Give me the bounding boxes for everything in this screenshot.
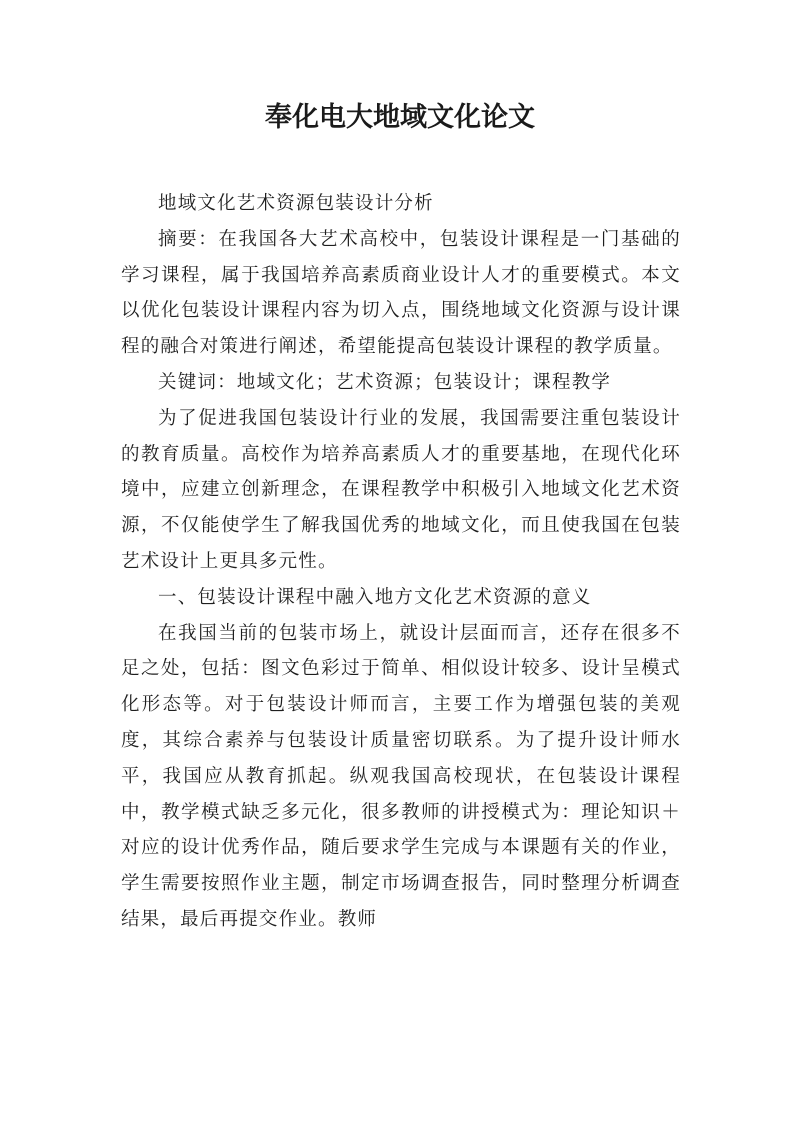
abstract-paragraph: 摘要：在我国各大艺术高校中，包装设计课程是一门基础的学习课程，属于我国培养高素质商业设计人才的重要模式。本文以优化包装设计课程内容为切入点，围绕地域文化资源与设计课程的融合对策进行阐述，希望能提高包装设计课程的教学质量。 xyxy=(121,228,681,358)
body-paragraph: 在我国当前的包装市场上，就设计层面而言，还存在很多不足之处，包括：图文色彩过于简单、相似设计较多、设计呈模式化形态等。对于包装设计师而言，主要工作为增强包装的美观度，其综合素养与包装设计质量密切联系。为了提升设计师水平，我国应从教育抓起。纵观我国高校现状，在包装设计课程中，教学模式缺乏多元化，很多教师的讲授模式为：理论知识＋对应的设计优秀作品，随后要求学生完成与本课题有关的作业，学生需要按照作业主题，制定市场调查报告，同时整理分析调查结果，最后再提交作业。教师 xyxy=(121,622,681,930)
document-title: 奉化电大地域文化论文 xyxy=(265,102,535,133)
section-heading: 一、包装设计课程中融入地方文化艺术资源的意义 xyxy=(158,586,592,608)
keywords-paragraph: 关键词：地域文化；艺术资源；包装设计；课程教学 xyxy=(158,371,612,393)
document-body xyxy=(121,186,681,938)
intro-paragraph: 为了促进我国包装设计行业的发展，我国需要注重包装设计的教育质量。高校作为培养高素质人才的重要基地，在现代化环境中，应建立创新理念，在课程教学中积极引入地域文化艺术资源，不仅能使学生了解我国优秀的地域文化，而且使我国在包装艺术设计上更具多元性。 xyxy=(121,407,681,572)
subtitle-paragraph: 地域文化艺术资源包装设计分析 xyxy=(158,193,434,214)
